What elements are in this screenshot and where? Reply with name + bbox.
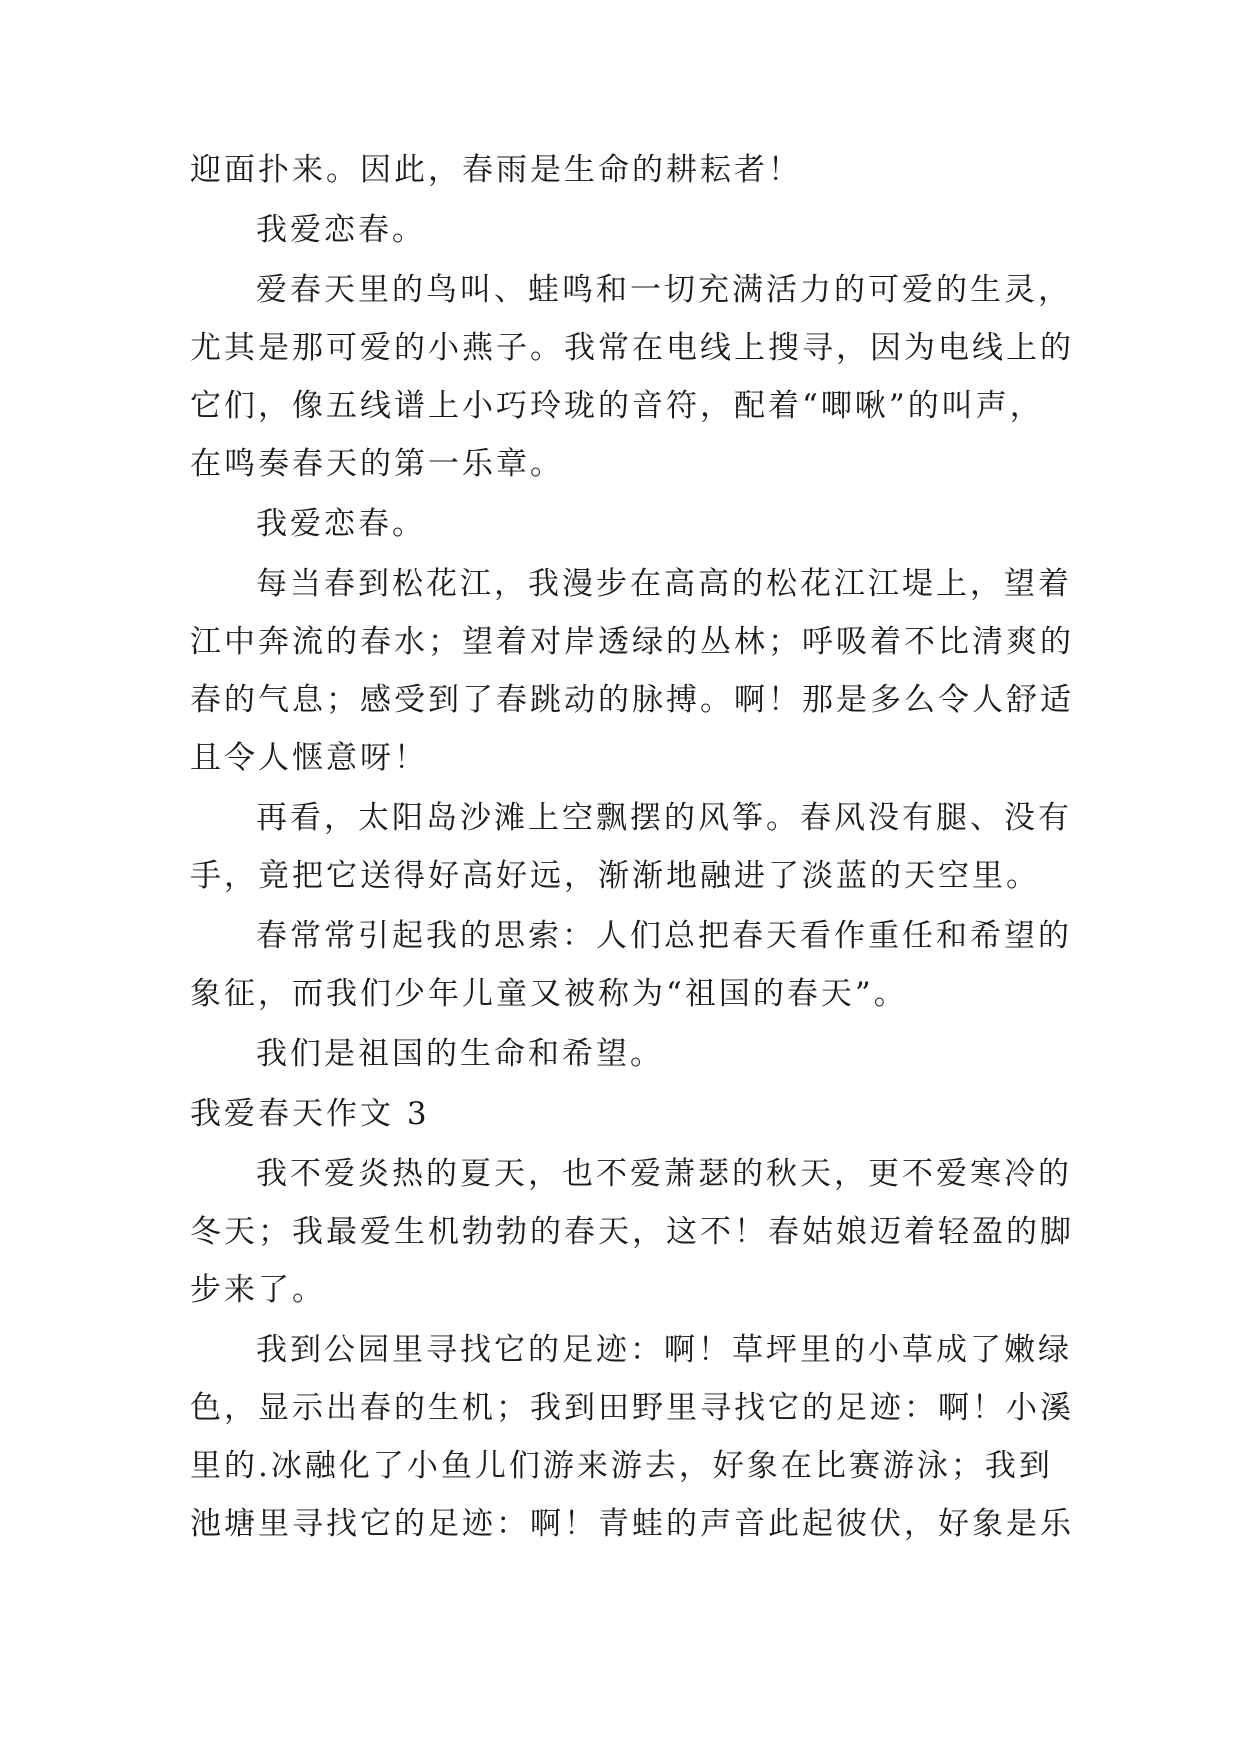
- text-line: 且令人惬意呀！: [190, 740, 428, 776]
- text-line: 江中奔流的春水；望着对岸透绿的丛林；呼吸着不比清爽的: [190, 624, 1074, 660]
- text-line: 迎面扑来。因此，春雨是生命的耕耘者！: [190, 152, 802, 188]
- text-line: 在鸣奏春天的第一乐章。: [190, 446, 564, 482]
- text-line: 我爱恋春。: [256, 212, 426, 248]
- text-line: 春常常引起我的思索：人们总把春天看作重任和希望的: [256, 918, 1072, 954]
- text-line: 尤其是那可爱的小燕子。我常在电线上搜寻，因为电线上的: [190, 330, 1074, 366]
- text-line: 再看，太阳岛沙滩上空飘摆的风筝。春风没有腿、没有: [256, 800, 1072, 836]
- text-line: 里的.冰融化了小鱼儿们游来游去，好象在比赛游泳；我到: [190, 1448, 1053, 1484]
- text-line: 爱春天里的鸟叫、蛙鸣和一切充满活力的可爱的生灵，: [256, 272, 1072, 308]
- text-line: 我到公园里寻找它的足迹：啊！草坪里的小草成了嫩绿: [256, 1332, 1072, 1368]
- text-line: 池塘里寻找它的足迹：啊！青蛙的声音此起彼伏，好象是乐: [190, 1506, 1074, 1542]
- text-line: 色，显示出春的生机；我到田野里寻找它的足迹：啊！小溪: [190, 1390, 1074, 1426]
- text-line: 步来了。: [190, 1272, 326, 1308]
- section-heading: 我爱春天作文 3: [190, 1096, 430, 1132]
- text-line: 冬天；我最爱生机勃勃的春天，这不！春姑娘迈着轻盈的脚: [190, 1214, 1074, 1250]
- text-line: 我不爱炎热的夏天，也不爱萧瑟的秋天，更不爱寒冷的: [256, 1156, 1072, 1192]
- text-line: 手，竟把它送得好高好远，渐渐地融进了淡蓝的天空里。: [190, 858, 1040, 894]
- text-line: 春的气息；感受到了春跳动的脉搏。啊！那是多么令人舒适: [190, 682, 1074, 718]
- text-line: 象征，而我们少年儿童又被称为“祖国的春天”。: [190, 976, 908, 1012]
- text-line: 它们，像五线谱上小巧玲珑的音符，配着“唧啾”的叫声，: [190, 388, 1044, 424]
- text-line: 我们是祖国的生命和希望。: [256, 1036, 664, 1072]
- text-line: 我爱恋春。: [256, 506, 426, 542]
- text-line: 每当春到松花江，我漫步在高高的松花江江堤上，望着: [256, 566, 1072, 602]
